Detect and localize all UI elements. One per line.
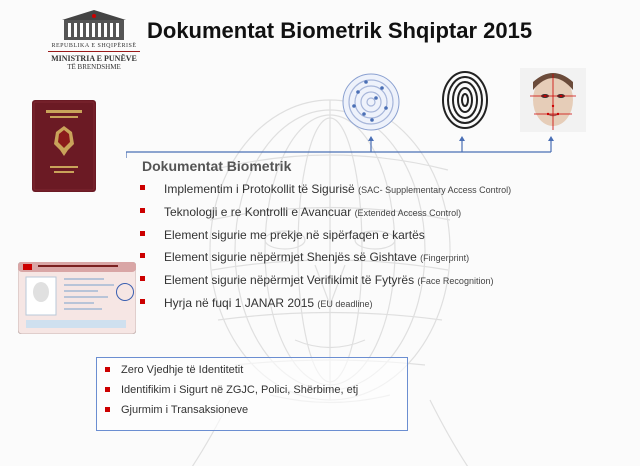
item-text: Implementim i Protokollit të Sigurisë — [164, 182, 359, 196]
logo-republic-text: REPUBLIKA E SHQIPËRISË — [51, 43, 137, 49]
item-text: Hyrja në fuqi 1 JANAR 2015 — [164, 295, 318, 310]
bullet-icon — [105, 387, 110, 392]
fingerprint-icon — [432, 68, 498, 132]
benefits-box — [96, 357, 408, 431]
face-recognition-icon — [520, 68, 586, 132]
list-item — [140, 250, 511, 273]
bullet-icon — [140, 299, 145, 304]
item-text: Element sigurie nëpërmjet Shenjës së Gishtave — [164, 250, 421, 265]
fingerprint-minutiae-icon — [338, 68, 404, 132]
list-item — [105, 384, 407, 404]
ministry-building-icon — [58, 8, 130, 42]
logo-ministry-text: MINISTRIA E PUNËVE — [51, 54, 137, 63]
item-note: (SAC- Supplementary Access Control) — [358, 185, 512, 195]
list-item — [140, 296, 511, 319]
bullet-icon — [140, 253, 145, 258]
item-note: (Extended Access Control) — [354, 207, 462, 218]
item-text: Element sigurie nëpërmjet Verifikimit të Fytyrës — [164, 273, 418, 288]
chip-highlight-circle — [116, 283, 134, 301]
benefits-list — [97, 358, 407, 424]
bullet-icon — [105, 367, 110, 372]
biometric-features-list — [140, 182, 511, 319]
list-item — [140, 228, 511, 251]
logo-interior-text: TË BRENDSHME — [67, 63, 121, 71]
section-heading: Dokumentat Biometrik — [142, 158, 292, 174]
list-item — [140, 205, 511, 228]
ministry-logo — [44, 8, 144, 71]
benefit-text: Identifikim i Sigurt në ZGJC, Polici, Shërbime, etj — [121, 384, 359, 396]
item-note: (Face Recognition) — [417, 276, 494, 287]
list-item — [105, 364, 407, 384]
list-item — [140, 182, 511, 205]
list-item — [140, 273, 511, 296]
biometric-connector-lines — [126, 134, 566, 158]
item-note: (EU deadline) — [317, 298, 373, 309]
item-text: Teknologji e re Kontrolli e Avancuar — [164, 204, 355, 219]
benefit-text: Zero Vjedhje të Identitetit — [121, 364, 244, 376]
benefit-text: Gjurmim i Transaksioneve — [121, 404, 249, 416]
bullet-icon — [140, 231, 145, 236]
passport-image — [32, 100, 96, 192]
item-note: (Fingerprint) — [420, 253, 470, 264]
bullet-icon — [140, 208, 145, 213]
bullet-icon — [140, 276, 145, 281]
bullet-icon — [140, 185, 145, 190]
bullet-icon — [105, 407, 110, 412]
logo-divider — [48, 51, 140, 52]
item-text: Element sigurie me prekje në sipërfaqen e kartës — [164, 227, 425, 242]
slide-title: Dokumentat Biometrik Shqiptar 2015 — [147, 18, 533, 43]
list-item — [105, 404, 407, 424]
